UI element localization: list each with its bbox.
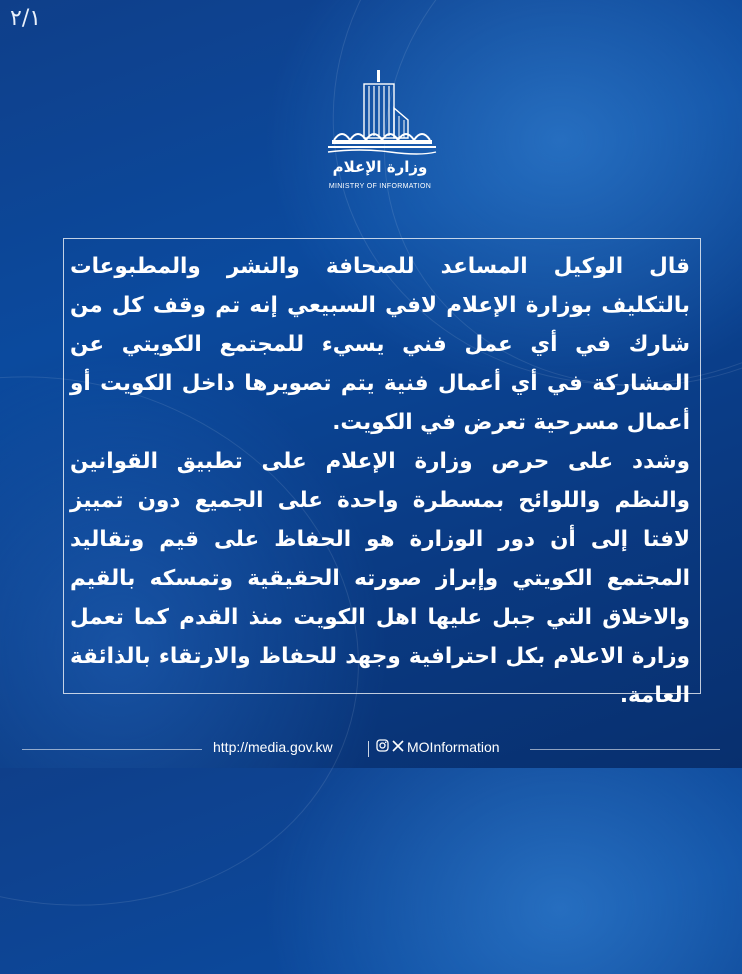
website-link[interactable]: http://media.gov.kw: [213, 739, 333, 755]
social-handle-group[interactable]: [376, 739, 500, 755]
ministry-logo: [320, 68, 440, 200]
page-indicator: ٢/١: [10, 6, 42, 31]
logo-arabic-name: وزارة الإعلام: [332, 158, 428, 176]
footer: [0, 735, 742, 763]
footer-divider-right: [530, 749, 720, 750]
instagram-icon: [376, 739, 389, 755]
statement-box: [63, 238, 701, 708]
ministry-building-icon: [320, 68, 440, 158]
social-handle: MOInformation: [407, 739, 500, 755]
x-icon: [392, 739, 404, 755]
footer-separator: [368, 741, 369, 757]
statement-paragraph-1: قال الوكيل المساعد للصحافة والنشر والمطبوعات بالتكليف بوزارة الإعلام لافي السبيعي إنه تم وقف كل من شارك في أي عمل فني يسيء للمجتمع الكويتي عن المشاركة في أي أعمال فنية يتم تصويرها داخل الكويت أو أعمال مسرحية تعرض في الكويت.: [70, 254, 690, 435]
statement-paragraph-2: وشدد على حرص وزارة الإعلام على تطبيق القوانين والنظم واللوائح بمسطرة واحدة على الجميع دون تمييز لافتا إلى أن دور الوزارة هو الحفاظ على قيم وتقاليد المجتمع الكويتي وإبراز صورته الحقيقية وتمسكه بالقيم والاخلاق التي جبل عليها اهل الكويت منذ القدم كما تعمل وزارة الاعلام بكل احترافية وجهد للحفاظ والارتقاء بالذائقة العامة.: [70, 449, 690, 708]
footer-divider-left: [22, 749, 202, 750]
logo-english-name: MINISTRY OF INFORMATION: [328, 183, 432, 190]
